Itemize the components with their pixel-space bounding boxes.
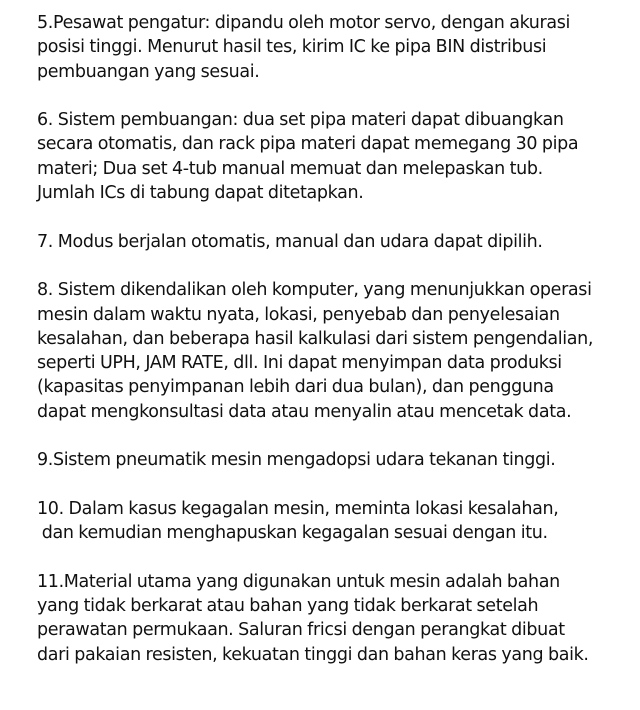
text-line: dapat mengkonsultasi data atau menyalin atau mencetak data. [37, 401, 572, 422]
paragraph-item-6 [37, 108, 635, 205]
text-line: kesalahan, dan beberapa hasil kalkulasi dari sistem pengendalian, [37, 328, 594, 349]
paragraph-item-9 [37, 448, 635, 472]
paragraph-item-7 [37, 230, 635, 254]
text-line: 11.Material utama yang digunakan untuk mesin adalah bahan [37, 571, 560, 592]
text-line: dan kemudian menghapuskan kegagalan sesuai dengan itu. [37, 523, 548, 544]
text-line: mesin dalam waktu nyata, lokasi, penyebab dan penyelesaian [37, 304, 560, 325]
document-body [37, 11, 635, 691]
text-line: (kapasitas penyimpanan lebih dari dua bulan), dan pengguna [37, 377, 554, 398]
text-line: posisi tinggi. Menurut hasil tes, kirim IC ke pipa BIN distribusi [37, 37, 547, 58]
text-line: 5.Pesawat pengatur: dipandu oleh motor servo, dengan akurasi [37, 13, 571, 33]
text-line: 7. Modus berjalan otomatis, manual dan udara dapat dipilih. [37, 231, 543, 252]
text-line: dari pakaian resisten, kekuatan tinggi dan bahan keras yang baik. [37, 644, 589, 665]
text-line: 10. Dalam kasus kegagalan mesin, meminta lokasi kesalahan, [37, 498, 559, 519]
text-line: materi; Dua set 4-tub manual memuat dan melepaskan tub. [37, 158, 543, 179]
text-line: 8. Sistem dikendalikan oleh komputer, yang menunjukkan operasi [37, 280, 592, 301]
text-line: secara otomatis, dan rack pipa materi dapat memegang 30 pipa [37, 134, 579, 155]
paragraph-item-11 [37, 570, 635, 667]
paragraph-item-10 [37, 497, 635, 546]
text-line: 6. Sistem pembuangan: dua set pipa materi dapat dibuangkan [37, 110, 564, 131]
text-line: 9.Sistem pneumatik mesin mengadopsi udara tekanan tinggi. [37, 450, 556, 471]
paragraph-item-8 [37, 278, 635, 424]
text-line: perawatan permukaan. Saluran fricsi dengan perangkat dibuat [37, 620, 565, 641]
paragraph-item-5 [37, 11, 635, 84]
text-line: seperti UPH, JAM RATE, dll. Ini dapat menyimpan data produksi [37, 353, 562, 374]
text-line: yang tidak berkarat atau bahan yang tidak berkarat setelah [37, 596, 539, 617]
text-line: pembuangan yang sesuai. [37, 61, 260, 82]
text-line: Jumlah ICs di tabung dapat ditetapkan. [37, 183, 364, 204]
